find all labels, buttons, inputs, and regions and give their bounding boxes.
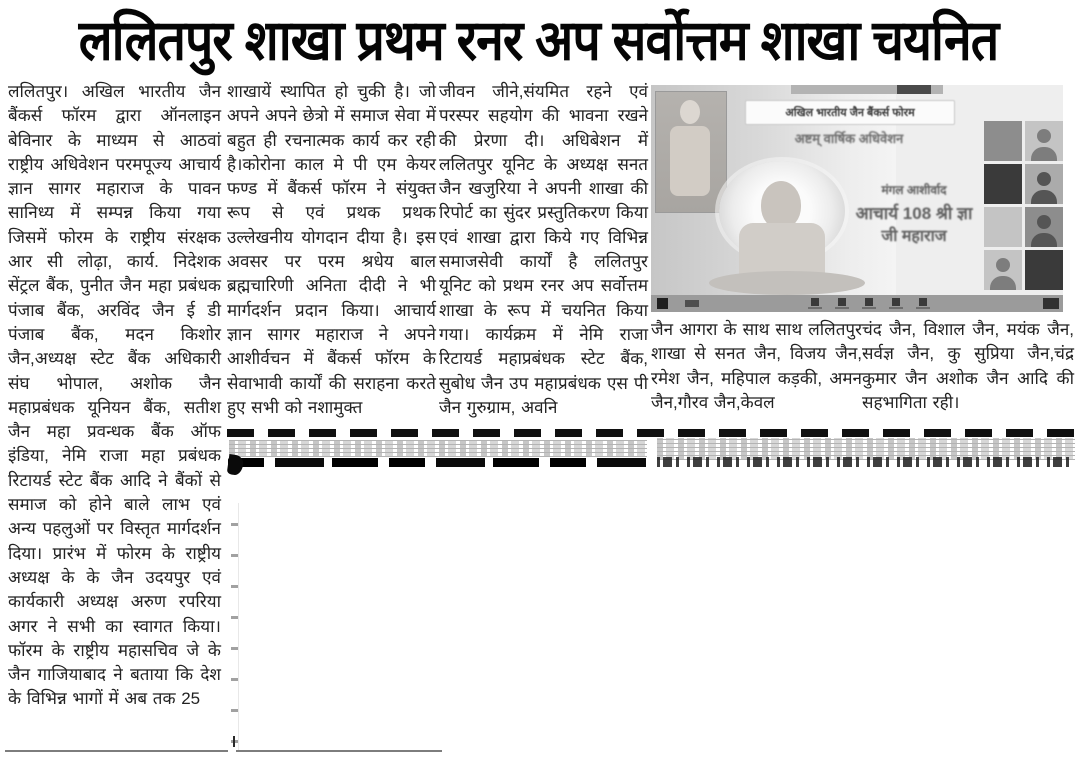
participant-thumbnail — [1025, 164, 1063, 204]
meeting-toolbar — [651, 295, 1063, 312]
photo-top-bar-dark-segment — [897, 85, 931, 94]
blessing-line-2: आचार्य 108 श्री ज्ञा — [855, 204, 973, 223]
toolbar-icon — [865, 298, 873, 306]
participant-thumbnail — [1025, 207, 1063, 247]
microphone-icon — [685, 300, 699, 307]
toolbar-right-button — [1043, 298, 1059, 309]
article-column-1: ललितपुर। अखिल भारतीय जैन बैंकर्स फॉरम द्वारा ऑनलाइन बेविनार के माध्यम से आठवां राष्ट्रीय अधिवेशन परमपूज्य आचार्य ज्ञान सागर महाराज के पावन सानिध्य में सम्पन्न किया गया जिसमें फोरम के राष्ट्रीय संरक्षक आर सी लोढ़ा, कार्य. निदेशक सेंट्रल बैंक, पुनीत जैन महा प्रबंधक पंजाब बैंक, अरविंद जैन ई डी पंजाब बैंक, मदन किशोर जैन,अध्यक्ष स्टेट बैंक अधिकारी संघ भोपाल, अशोक जैन महाप्रबंधक यूनियन बैंक, सतीश जैन महा प्रवन्धक बैंक ऑफ इंडिया, नेमि राजा महा प्रबंधक रिटायर्ड स्टेट बैंक आदि ने बैंकों से समाज को होने बाले लाभ एवं अन्य पहलुओं पर विस्तृत मार्गदर्शन दिया। प्रारंभ में फोरम के राष्ट्रीय अध्यक्ष के के जैन उदयपुर एवं कार्यकारी अध्यक्ष अरुण रपरिया अगर ने सभी का स्वागत किया।फॉरम के राष्ट्रीय महासचिव जे के जैन गाजियाबाद ने बताया कि देश के विभिन्न भागों में अब तक 25 — [8, 82, 221, 709]
participant-thumbnail — [984, 250, 1022, 290]
photo-banner-title: अखिल भारतीय जैन बैंकर्स फोरम — [745, 100, 955, 125]
toolbar-icon-label — [889, 307, 903, 309]
photo-caption-column-2: चंद जैन, विशाल जैन, मयंक जैन, सर्वज्ञ जैन, कु सुप्रिया जैन,चंद्र कुमार जैन अशोक जैन आदि की सहभागिता रही। — [862, 320, 1074, 412]
photo-subtitle: अष्टम् वार्षिक अधिवेशन — [794, 131, 904, 146]
participant-thumbnail — [1025, 121, 1063, 161]
compressed-text-artifact-left — [229, 440, 647, 457]
dashed-separator — [227, 429, 1077, 437]
headline: ललितपुर शाखा प्रथम रनर अप सर्वोत्तम शाखा चयनित — [78, 9, 999, 72]
article-photo — [651, 85, 1063, 312]
blessing-line-3: जी महाराज — [881, 228, 947, 245]
article-column-3: जीवन जीने,संयमित रहने एवं परस्पर सहयोग की भावना रखने की प्रेरणा दी। अधिबेशन में ललितपुर यूनिट के अध्यक्ष सनत जैन खजुरिया ने अपनी शाखा की रिपोर्ट का सुंदर प्रस्तुतिकरण किया एवं शाखा द्वारा किये गए विभिन्न समाजसेवी कार्यों है ललितपुर यूनिट को प्रथम रनर अप सर्वोत्तम शाखा के रूप में चयनित किया गया। कार्यक्रम में नेमि राजा रिटायर्ड महाप्रबंधक स्टेट बैंक, सुबोध जैन उप महाप्रबंधक एस पी जैन गुरुग्राम, अवनि — [439, 82, 648, 417]
toolbar-icon-label — [862, 307, 876, 309]
standing-monk-head — [680, 100, 700, 124]
cutoff-headline-left — [228, 458, 648, 467]
participant-thumbnail — [1025, 250, 1063, 290]
toolbar-left-icon — [657, 298, 668, 309]
toolbar-icon-label — [916, 307, 930, 309]
bottom-rule-right — [236, 750, 442, 752]
participants-grid — [984, 121, 1063, 295]
seated-monk-head — [761, 181, 801, 229]
article-column-2: शाखायें स्थापित हो चुकी है। जो अपने अपने छेत्रो में समाज सेवा में बहुत ही रचनात्मक कार्य कर रही है।कोरोना काल मे पी एम केयर फण्ड में बैंकर्स फॉरम ने संयुक्त रूप से एवं प्रथक प्रथक उल्लेखनीय योगदान दीया है। इस अवसर पर परम श्रधेय बाल ब्रह्मचारिणी अनिता दीदी ने भी मार्गदर्शन प्रदान किया। आचार्य ज्ञान सागर महाराज ने अपने आशीर्वचन में बैंकर्स फॉरम के सेवाभावी कार्यों की सराहना करते हुए सभी को नशामुक्त — [227, 82, 436, 417]
cut-character-fragments — [231, 503, 239, 751]
toolbar-icon — [838, 298, 846, 306]
seated-monk-legs — [709, 271, 865, 295]
photo-caption-column-1: जैन आगरा के साथ साथ ललितपुर शाखा से सनत जैन, विजय जैन, रमेश जैन, महिपाल कड़की, अमन जैन,गौरव जैन,केवल — [651, 320, 862, 412]
photo-blessing-text — [819, 181, 1009, 246]
standing-monk-torso — [670, 126, 710, 196]
toolbar-icon-label — [835, 307, 849, 309]
standing-monk-figure — [655, 91, 727, 213]
blessing-line-1: मंगल आशीर्वाद — [881, 183, 947, 197]
fragment-tick — [233, 736, 235, 747]
participant-thumbnail — [984, 207, 1022, 247]
participant-thumbnail — [984, 164, 1022, 204]
toolbar-icon — [811, 298, 819, 306]
toolbar-icon — [892, 298, 900, 306]
cutoff-headline-right — [657, 457, 1075, 467]
participant-thumbnail — [984, 121, 1022, 161]
bottom-rule-left — [5, 750, 228, 752]
toolbar-icon-label — [808, 307, 822, 309]
toolbar-icon — [919, 298, 927, 306]
